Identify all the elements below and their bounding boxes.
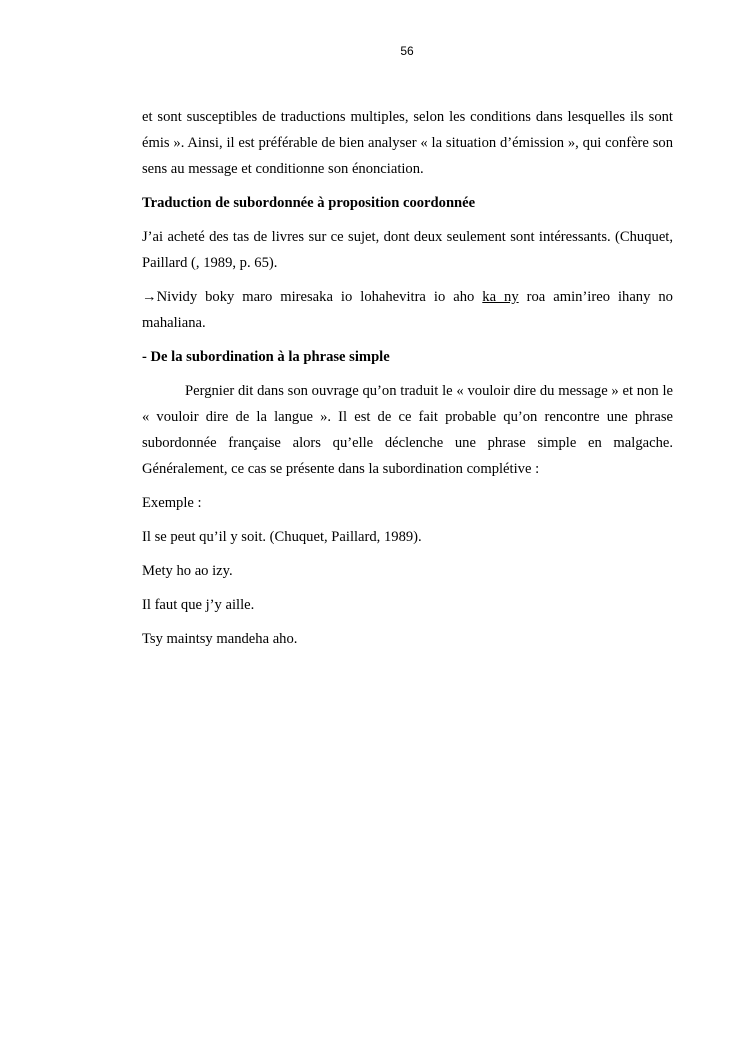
document-body — [142, 104, 673, 660]
example-sentence-2-malagasy: Tsy maintsy mandeha aho. — [142, 631, 298, 647]
example-sentence-2-french: Il faut que j’y aille. — [142, 597, 255, 613]
section-heading-coordination: Traduction de subordonnée à proposition coordonnée — [142, 195, 476, 211]
paragraph-continuation: et sont susceptibles de traductions multiples, selon les conditions dans lesquelles ils sont émis ». Ainsi, il est préférable de bien analyser « la situation d’émission », qui confère son sens au message et conditionne son énonciation. — [142, 109, 673, 177]
example-french-sentence: J’ai acheté des tas de livres sur ce sujet, dont deux seulement sont intéressants. (Chuquet, Paillard (, 1989, p. 65). — [142, 229, 673, 271]
underlined-conjunction: ka ny — [482, 289, 519, 305]
example-label: Exemple : — [142, 495, 202, 511]
section-heading-simple-sentence: - De la subordination à la phrase simple — [142, 349, 390, 365]
page-number: 56 — [400, 44, 414, 58]
example-sentence-1-malagasy: Mety ho ao izy. — [142, 563, 233, 579]
paragraph-pergnier: Pergnier dit dans son ouvrage qu’on traduit le « vouloir dire du message » et non le « vouloir dire de la langue ». Il est de ce fait probable qu’on rencontre une phrase subordonnée française alors qu’elle déclenche une phrase simple en malgache. Généralement, ce cas se présente dans la subordination complétive : — [142, 383, 673, 477]
translation-text-end: roa amin’ireo ihany no mahaliana. — [142, 289, 673, 331]
example-malagasy-translation — [142, 284, 673, 336]
translation-text-start: →Nividy boky maro miresaka io lohahevitra io aho — [142, 289, 483, 305]
example-sentence-1-french: Il se peut qu’il y soit. (Chuquet, Paillard, 1989). — [142, 529, 422, 545]
